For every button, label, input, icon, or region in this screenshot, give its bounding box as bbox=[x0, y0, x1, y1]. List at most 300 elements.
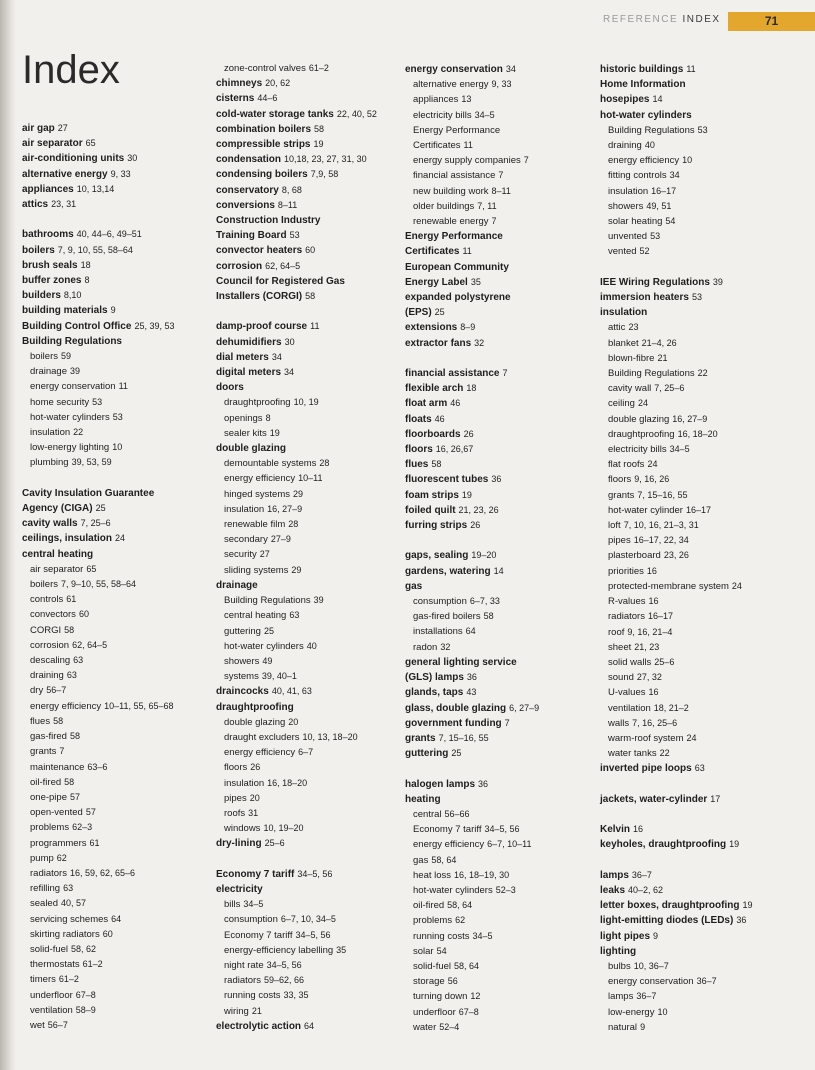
index-subentry bbox=[22, 379, 207, 394]
index-subentry bbox=[216, 760, 401, 775]
index-column-4 bbox=[600, 62, 805, 1035]
page-references: 9, 16, 26 bbox=[634, 474, 670, 485]
index-term: radiators bbox=[608, 611, 645, 623]
index-entry bbox=[22, 516, 207, 531]
index-term: electricity bills bbox=[608, 444, 667, 456]
index-term: Installers (CORGI) bbox=[216, 291, 303, 303]
page-references: 16, 59, 62, 65–6 bbox=[69, 867, 136, 878]
page-references: 12 bbox=[470, 991, 481, 1002]
index-term: Building Regulations bbox=[608, 368, 695, 380]
index-subentry bbox=[216, 502, 401, 517]
index-term: condensation bbox=[216, 154, 282, 166]
index-term: lamps bbox=[608, 991, 634, 1003]
page-references: 6–7, 10–11 bbox=[487, 839, 532, 850]
index-term: historic buildings bbox=[600, 64, 684, 75]
index-term: guttering bbox=[224, 625, 261, 637]
index-term: openings bbox=[224, 412, 263, 424]
page-references: 16, 27–9 bbox=[267, 503, 303, 514]
index-entry bbox=[216, 1019, 401, 1034]
page-references: 23 bbox=[628, 322, 639, 333]
index-term: consumption bbox=[413, 596, 467, 608]
index-term: R-values bbox=[608, 596, 646, 608]
index-term: hot-water cylinders bbox=[600, 109, 692, 121]
index-subentry bbox=[22, 1018, 207, 1033]
page-references: 36–7 bbox=[636, 991, 657, 1002]
index-term: installations bbox=[413, 626, 463, 638]
index-term: secondary bbox=[224, 534, 268, 546]
index-entry bbox=[22, 319, 207, 334]
index-column-2 bbox=[216, 61, 401, 1034]
index-term: draining bbox=[608, 140, 642, 152]
page-references: 53 bbox=[650, 231, 661, 242]
index-entry bbox=[22, 273, 207, 288]
page-references: 11 bbox=[118, 381, 128, 392]
index-term: protected-membrane system bbox=[608, 580, 729, 592]
index-term: central heating bbox=[224, 610, 287, 622]
index-entry bbox=[600, 275, 805, 290]
index-subentry bbox=[216, 532, 401, 547]
index-entry bbox=[600, 929, 805, 944]
index-subentry bbox=[405, 123, 595, 138]
index-term: electricity bbox=[216, 883, 263, 895]
index-term: energy conservation bbox=[608, 976, 694, 988]
index-term: electrolytic action bbox=[216, 1020, 302, 1032]
page-references: 21, 23 bbox=[634, 641, 660, 652]
page-references: 34–5 bbox=[243, 899, 264, 910]
page-references: 22 bbox=[659, 748, 670, 759]
page-references: 59 bbox=[61, 351, 72, 362]
page-references: 21 bbox=[251, 1005, 262, 1016]
index-entry bbox=[216, 319, 401, 334]
index-subentry bbox=[405, 77, 595, 92]
page-references: 21–4, 26 bbox=[641, 337, 677, 348]
index-term: chimneys bbox=[216, 78, 263, 90]
index-column-1 bbox=[22, 121, 207, 1033]
index-subentry bbox=[405, 883, 595, 898]
page-references: 9 bbox=[110, 305, 116, 316]
index-subentry bbox=[216, 61, 401, 76]
index-entry bbox=[216, 91, 401, 106]
index-entry bbox=[405, 503, 595, 518]
header-reference: REFERENCE bbox=[603, 14, 679, 25]
page-references: 19 bbox=[313, 139, 324, 150]
index-subentry bbox=[600, 214, 805, 229]
index-subentry bbox=[405, 868, 595, 883]
page-references: 63–6 bbox=[87, 761, 108, 772]
page-references: 58–9 bbox=[75, 1004, 96, 1015]
index-subentry bbox=[216, 912, 401, 927]
index-term: energy efficiency bbox=[224, 747, 296, 759]
index-term: water bbox=[413, 1021, 437, 1033]
index-entry bbox=[600, 898, 805, 913]
index-term: draught excluders bbox=[224, 731, 300, 743]
page-references: 58 bbox=[431, 459, 442, 470]
index-subentry bbox=[216, 791, 401, 806]
index-subentry bbox=[600, 123, 805, 138]
index-term: jackets, water-cylinder bbox=[600, 793, 708, 805]
index-subentry bbox=[22, 410, 207, 425]
index-term: furring strips bbox=[405, 520, 468, 532]
page-references: 16 bbox=[648, 687, 659, 698]
index-term: air gap bbox=[22, 123, 55, 134]
index-entry bbox=[216, 76, 401, 91]
page-references: 52–4 bbox=[439, 1021, 460, 1032]
index-term: oil-fired bbox=[30, 776, 62, 788]
index-subentry bbox=[600, 640, 805, 655]
page-references: 10, 13,14 bbox=[76, 183, 115, 194]
index-term: dry-lining bbox=[216, 838, 262, 850]
page-references: 6–7, 10, 34–5 bbox=[280, 914, 336, 925]
index-subentry bbox=[216, 395, 401, 410]
index-term: expanded polystyrene bbox=[405, 292, 511, 304]
index-term: refilling bbox=[30, 883, 61, 895]
index-spacer bbox=[600, 853, 805, 868]
index-entry bbox=[216, 578, 401, 593]
index-subentry bbox=[22, 425, 207, 440]
index-subentry bbox=[405, 837, 595, 852]
page-references: 10, 13, 18–20 bbox=[302, 731, 358, 742]
index-entry bbox=[216, 122, 401, 137]
index-entry bbox=[22, 136, 207, 151]
index-term: gas bbox=[405, 580, 423, 592]
page-references: 20 bbox=[288, 716, 299, 727]
page-references: 61–2 bbox=[308, 63, 329, 73]
page-references: 63 bbox=[694, 763, 705, 774]
index-subentry bbox=[600, 366, 805, 381]
page-references: 36 bbox=[478, 778, 489, 789]
index-subentry bbox=[22, 592, 207, 607]
index-subentry bbox=[22, 653, 207, 668]
index-entry bbox=[216, 867, 401, 882]
index-term: insulation bbox=[600, 307, 648, 319]
page-references: 24 bbox=[647, 459, 658, 470]
index-subentry bbox=[216, 730, 401, 745]
index-subentry bbox=[22, 440, 207, 455]
index-term: priorities bbox=[608, 565, 644, 577]
index-subentry bbox=[22, 790, 207, 805]
page-references: 7 bbox=[59, 746, 65, 757]
index-entry bbox=[216, 365, 401, 380]
page-references: 62 bbox=[455, 915, 466, 926]
index-entry bbox=[405, 457, 595, 472]
index-subentry bbox=[600, 533, 805, 548]
index-term: underfloor bbox=[413, 1006, 456, 1018]
index-subentry bbox=[216, 608, 401, 623]
index-term: wiring bbox=[224, 1005, 249, 1017]
index-subentry bbox=[600, 716, 805, 731]
index-entry bbox=[405, 777, 595, 792]
index-term: Economy 7 tariff bbox=[224, 929, 293, 941]
page-references: 60 bbox=[305, 245, 316, 256]
page-references: 31 bbox=[248, 807, 259, 818]
page-references: 7,9, 58 bbox=[310, 169, 339, 180]
index-term: warm-roof system bbox=[608, 732, 684, 744]
index-subentry bbox=[600, 974, 805, 989]
index-subentry bbox=[405, 807, 595, 822]
index-entry bbox=[216, 243, 401, 258]
index-term: pipes bbox=[608, 535, 631, 547]
page-references: 29 bbox=[291, 564, 302, 575]
page-references: 40 bbox=[306, 640, 317, 651]
index-term: combination boilers bbox=[216, 123, 312, 135]
index-term: pump bbox=[30, 852, 54, 864]
page-references: 18 bbox=[80, 259, 91, 270]
page-references: 40, 44–6, 49–51 bbox=[76, 229, 142, 240]
index-subentry bbox=[600, 442, 805, 457]
page-references: 9 bbox=[640, 1021, 646, 1032]
running-header bbox=[603, 14, 721, 25]
page-references: 8–9 bbox=[460, 322, 476, 333]
index-term: sealed bbox=[30, 898, 58, 910]
index-term: systems bbox=[224, 671, 259, 683]
index-subentry bbox=[22, 729, 207, 744]
index-entry bbox=[22, 288, 207, 303]
index-term: plumbing bbox=[30, 457, 69, 469]
page-references: 52 bbox=[639, 246, 650, 257]
page-references: 13 bbox=[461, 94, 472, 105]
index-subentry bbox=[405, 913, 595, 928]
index-term: unvented bbox=[608, 231, 648, 243]
index-subentry bbox=[22, 775, 207, 790]
index-term: lamps bbox=[600, 869, 629, 881]
page-references: 8, 68 bbox=[281, 184, 302, 195]
page-references: 65 bbox=[85, 138, 96, 149]
index-term: energy efficiency bbox=[224, 473, 296, 485]
index-term: energy efficiency bbox=[608, 155, 680, 167]
index-entry bbox=[216, 228, 401, 243]
page-references: 30 bbox=[284, 336, 295, 347]
index-term: floorboards bbox=[405, 428, 461, 440]
page-references: 56–7 bbox=[47, 1019, 68, 1030]
index-subentry bbox=[600, 488, 805, 503]
page-references: 9, 16, 21–4 bbox=[627, 626, 673, 637]
page-references: 36 bbox=[491, 474, 502, 485]
page-references: 8,10 bbox=[63, 290, 82, 301]
index-entry bbox=[405, 655, 595, 670]
index-entry bbox=[600, 305, 805, 320]
page-references: 61 bbox=[66, 594, 77, 605]
index-term: gas-fired boilers bbox=[413, 611, 481, 623]
index-subentry bbox=[600, 989, 805, 1004]
index-subentry bbox=[600, 609, 805, 624]
page-references: 23, 31 bbox=[51, 199, 77, 210]
index-term: consumption bbox=[224, 914, 278, 926]
index-subentry bbox=[22, 927, 207, 942]
index-term: energy efficiency bbox=[413, 839, 485, 851]
index-term: leaks bbox=[600, 884, 626, 896]
index-subentry bbox=[600, 229, 805, 244]
index-subentry bbox=[216, 958, 401, 973]
index-subentry bbox=[600, 1005, 805, 1020]
index-entry bbox=[600, 792, 805, 807]
index-term: insulation bbox=[224, 503, 265, 515]
page-number: 71 bbox=[728, 12, 815, 31]
page-references: 35 bbox=[470, 276, 481, 287]
page-references: 63 bbox=[63, 883, 74, 894]
index-term: convectors bbox=[30, 609, 76, 621]
index-subentry bbox=[22, 866, 207, 881]
page-references: 20 bbox=[249, 792, 260, 803]
page-references: 34–5, 56 bbox=[484, 824, 520, 835]
index-subentry bbox=[216, 897, 401, 912]
index-entry bbox=[405, 701, 595, 716]
index-term: energy conservation bbox=[405, 64, 503, 75]
index-term: walls bbox=[608, 717, 630, 729]
index-entry bbox=[216, 882, 401, 897]
index-term: U-values bbox=[608, 687, 646, 699]
page-references: 39 bbox=[712, 276, 723, 287]
index-subentry bbox=[600, 244, 805, 259]
page-references: 7 bbox=[502, 368, 508, 379]
index-entry bbox=[216, 259, 401, 274]
page-references: 63 bbox=[73, 655, 84, 666]
index-term: blanket bbox=[608, 337, 639, 349]
page-references: 26 bbox=[250, 762, 261, 773]
page-references: 24 bbox=[115, 533, 126, 544]
index-term: low-energy bbox=[608, 1006, 655, 1018]
index-term: draughtproofing bbox=[216, 701, 294, 713]
index-term: solid-fuel bbox=[413, 960, 452, 972]
index-term: roofs bbox=[224, 807, 246, 819]
index-subentry bbox=[600, 381, 805, 396]
page-references: 20, 62 bbox=[265, 78, 291, 89]
index-entry bbox=[405, 548, 595, 563]
index-subentry bbox=[600, 199, 805, 214]
index-entry bbox=[216, 152, 401, 167]
index-term: European Community bbox=[405, 261, 509, 273]
page-references: 57 bbox=[69, 791, 80, 802]
page-references: 53 bbox=[691, 292, 702, 303]
page-references: 39, 53, 59 bbox=[71, 457, 112, 468]
index-subentry bbox=[22, 896, 207, 911]
index-entry bbox=[22, 531, 207, 546]
index-subentry bbox=[600, 564, 805, 579]
index-spacer bbox=[216, 304, 401, 319]
index-subentry bbox=[216, 776, 401, 791]
page-references: 39, 40–1 bbox=[261, 671, 297, 682]
index-subentry bbox=[22, 942, 207, 957]
page-references: 27 bbox=[259, 549, 270, 560]
index-term: older buildings bbox=[413, 200, 475, 212]
index-term: Cavity Insulation Guarantee bbox=[22, 487, 155, 499]
page-references: 6–7, 33 bbox=[469, 596, 500, 607]
index-entry bbox=[600, 62, 805, 77]
index-term: energy conservation bbox=[30, 381, 116, 393]
index-entry bbox=[22, 334, 207, 349]
index-subentry bbox=[216, 411, 401, 426]
page-references: 25 bbox=[263, 625, 274, 636]
index-term: extractor fans bbox=[405, 337, 472, 349]
index-entry bbox=[600, 108, 805, 123]
page-references: 7, 16, 25–6 bbox=[632, 717, 678, 728]
index-term: problems bbox=[30, 822, 70, 834]
index-term: roof bbox=[608, 626, 625, 638]
page-references: 34 bbox=[669, 170, 680, 181]
index-subentry bbox=[600, 336, 805, 351]
index-entry bbox=[22, 151, 207, 166]
index-term: CORGI bbox=[30, 624, 62, 636]
index-term: Energy Label bbox=[405, 276, 468, 288]
page-references: 46 bbox=[434, 413, 445, 424]
index-term: builders bbox=[22, 290, 61, 302]
index-term: solid-fuel bbox=[30, 943, 69, 955]
index-term: running costs bbox=[224, 990, 281, 1002]
index-term: glands, taps bbox=[405, 687, 464, 699]
index-term: descaling bbox=[30, 655, 71, 667]
index-subentry bbox=[600, 746, 805, 761]
index-entry bbox=[405, 260, 595, 275]
index-term: Agency (CIGA) bbox=[22, 503, 93, 515]
page-references: 53 bbox=[92, 396, 103, 407]
index-term: flat roofs bbox=[608, 459, 645, 471]
page-references: 64 bbox=[465, 626, 476, 637]
page-references: 32 bbox=[440, 641, 451, 652]
index-term: solar heating bbox=[608, 216, 663, 228]
page-references: 8 bbox=[265, 412, 271, 423]
index-entry bbox=[216, 289, 401, 304]
index-term: Building Regulations bbox=[224, 595, 311, 607]
index-term: buffer zones bbox=[22, 275, 82, 287]
index-term: sheet bbox=[608, 641, 632, 653]
page-references: 58 bbox=[69, 731, 80, 742]
index-subentry bbox=[216, 973, 401, 988]
index-term: ventilation bbox=[30, 1004, 73, 1016]
index-subentry bbox=[600, 670, 805, 685]
index-subentry bbox=[22, 988, 207, 1003]
index-entry bbox=[405, 275, 595, 290]
page-references: 34–5, 56 bbox=[297, 868, 333, 879]
index-entry bbox=[405, 244, 595, 259]
index-subentry bbox=[405, 1020, 595, 1035]
index-term: cisterns bbox=[216, 93, 255, 105]
page-references: 67–8 bbox=[458, 1006, 479, 1017]
page-references: 10–11 bbox=[298, 473, 323, 484]
page-references: 62–3 bbox=[72, 822, 93, 833]
index-term: floors bbox=[405, 444, 433, 456]
index-term: light pipes bbox=[600, 930, 650, 942]
index-subentry bbox=[216, 593, 401, 608]
index-term: alternative energy bbox=[22, 168, 108, 180]
index-subentry bbox=[600, 594, 805, 609]
page-references: 43 bbox=[466, 687, 477, 698]
index-entry bbox=[405, 381, 595, 396]
index-term: digital meters bbox=[216, 367, 282, 379]
page-references: 36 bbox=[736, 915, 747, 926]
index-subentry bbox=[405, 199, 595, 214]
index-term: Economy 7 tariff bbox=[216, 868, 295, 880]
index-subentry bbox=[216, 943, 401, 958]
index-spacer bbox=[405, 351, 595, 366]
index-term: keyholes, draughtproofing bbox=[600, 839, 727, 851]
page-references: 58, 64 bbox=[431, 854, 457, 865]
page-references: 34–5 bbox=[669, 444, 690, 455]
index-term: draining bbox=[30, 670, 64, 682]
index-subentry bbox=[405, 153, 595, 168]
index-entry bbox=[405, 579, 595, 594]
page-references: 22 bbox=[73, 427, 84, 438]
page-references: 27, 32 bbox=[636, 672, 662, 683]
index-subentry bbox=[600, 655, 805, 670]
page-references: 25 bbox=[451, 748, 462, 759]
page-references: 30 bbox=[127, 153, 138, 164]
page-references: 58 bbox=[53, 715, 64, 726]
page-references: 11 bbox=[463, 140, 473, 151]
index-subentry bbox=[405, 853, 595, 868]
index-term: cavity wall bbox=[608, 383, 652, 395]
index-term: foiled quilt bbox=[405, 504, 456, 516]
index-term: flues bbox=[30, 715, 51, 727]
index-term: dial meters bbox=[216, 351, 269, 363]
